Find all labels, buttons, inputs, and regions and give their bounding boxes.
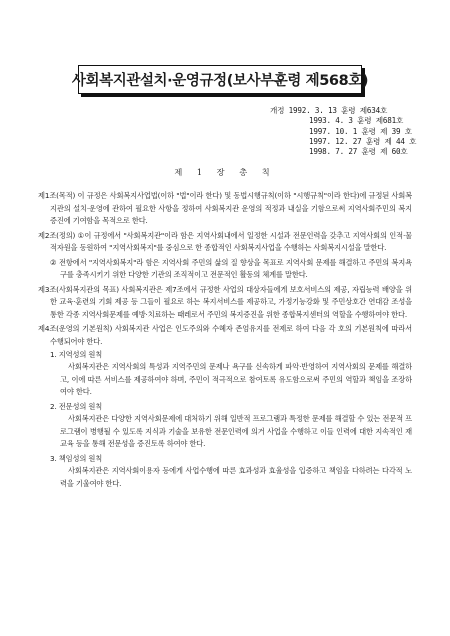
amendment-line: 개정 1992. 3. 13 훈령 제634호	[270, 106, 388, 115]
article-2-para-1: 제2조(정의) ①이 규정에서 "사회복지관"이라 함은 지역사회내에서 일정한 시설과 전문인력을 갖추고 지역사회의 인적·물적자원을 동원하여 "지역사회복지"를 중심으로 한 종합적인 사회복지사업을 수행하는 사회복지시설을 말한다.	[38, 230, 412, 253]
document-body	[38, 190, 412, 491]
chapter-heading: 제 1 장 총 칙	[174, 167, 276, 177]
amendment-history	[270, 106, 440, 157]
principle-text: 사회복지관은 지역사회의 특성과 지역주민의 문제나 욕구를 신속하게 파악·반영하여 지역사회의 문제를 해결하고, 이에 따른 서비스를 제공하여야 하며, 주민이 적극적으로 참여토록 유도함으로써 주민의 역할과 책임을 조장하여야 한다.	[60, 362, 412, 397]
principle-heading: 1. 지역성의 원칙	[50, 349, 103, 359]
principle-text: 사회복지관은 지역사회이용자 등에게 사업수행에 따른 효과성과 효율성을 입증하고 책임을 다하려는 다각적 노력을 기울여야 한다.	[60, 466, 412, 489]
principle-heading: 2. 전문성의 원칙	[50, 401, 103, 411]
principle-heading: 3. 책임성의 원칙	[50, 453, 103, 463]
article-3: 제3조(사회복지관의 목표) 사회복지관은 제7조에서 규정한 사업의 대상자들에게 보호서비스의 제공, 자립능력 배양을 위한 교육·훈련의 기회 제공 등 그들이 필요로 하는 복지서비스를 제공하고, 가정기능강화 및 주민상호간 연대감 조성을 통한 각종 지역사회문제를 예방·치료하는 때레로서 주민의 복지증진을 위한 종합복지센터의 역할을 수행하여야 한다.	[38, 284, 412, 319]
amendment-line: 1997. 12. 27 훈령 제 44 호	[309, 136, 417, 146]
amendment-line: 1997. 10. 1 훈령 제 39 호	[309, 126, 412, 136]
amendment-line: 1998. 7. 27 훈령 제 60호	[309, 147, 408, 157]
amendment-line: 1993. 4. 3 훈령 제681호	[309, 116, 404, 126]
document-title: 사회복지관설치·운영규정(보사부훈령 제568호)	[78, 65, 362, 94]
article-2-para-2: ② 전항에서 "지역사회복지"라 함은 지역사회 주민의 삶의 질 향상을 목표로 지역사회 문제를 해결하고 주민의 복지욕구를 충족시키기 위한 다양한 기관의 조직적이고 전문적인 활동의 체계를 말한다.	[50, 257, 412, 280]
principle-text: 사회복지관은 다양한 지역사회문제에 대처하기 위해 일반적 프로그램과 특정한 문제를 해결할 수 있는 전문적 프로그램이 병행될 수 있도록 지식과 기술을 보유한 전문인력에 의거 사업을 수행하고 이들 인력에 대한 지속적인 재교육 등을 통해 전문성을 증진토록 하여야 한다.	[60, 414, 412, 449]
article-1: 제1조(목적) 이 규정은 사회복지사업법(이하 "법"이라 한다) 및 동법시행규칙(이하 "시행규칙"이라 한다)에 규정된 사회복지관의 설치·운영에 관하여 필요한 사항을 정하여 사회복지관 운영의 적정과 내실을 기함으로써 지역사회주민의 복지증진에 기여함을 목적으로 한다.	[38, 191, 412, 226]
article-4: 제4조(운영의 기본원칙) 사회복지관 사업은 인도주의와 수혜자 존엄유지를 전제로 하여 다음 각 호의 기본원칙에 따라서 수행되어야 한다.	[38, 324, 412, 347]
